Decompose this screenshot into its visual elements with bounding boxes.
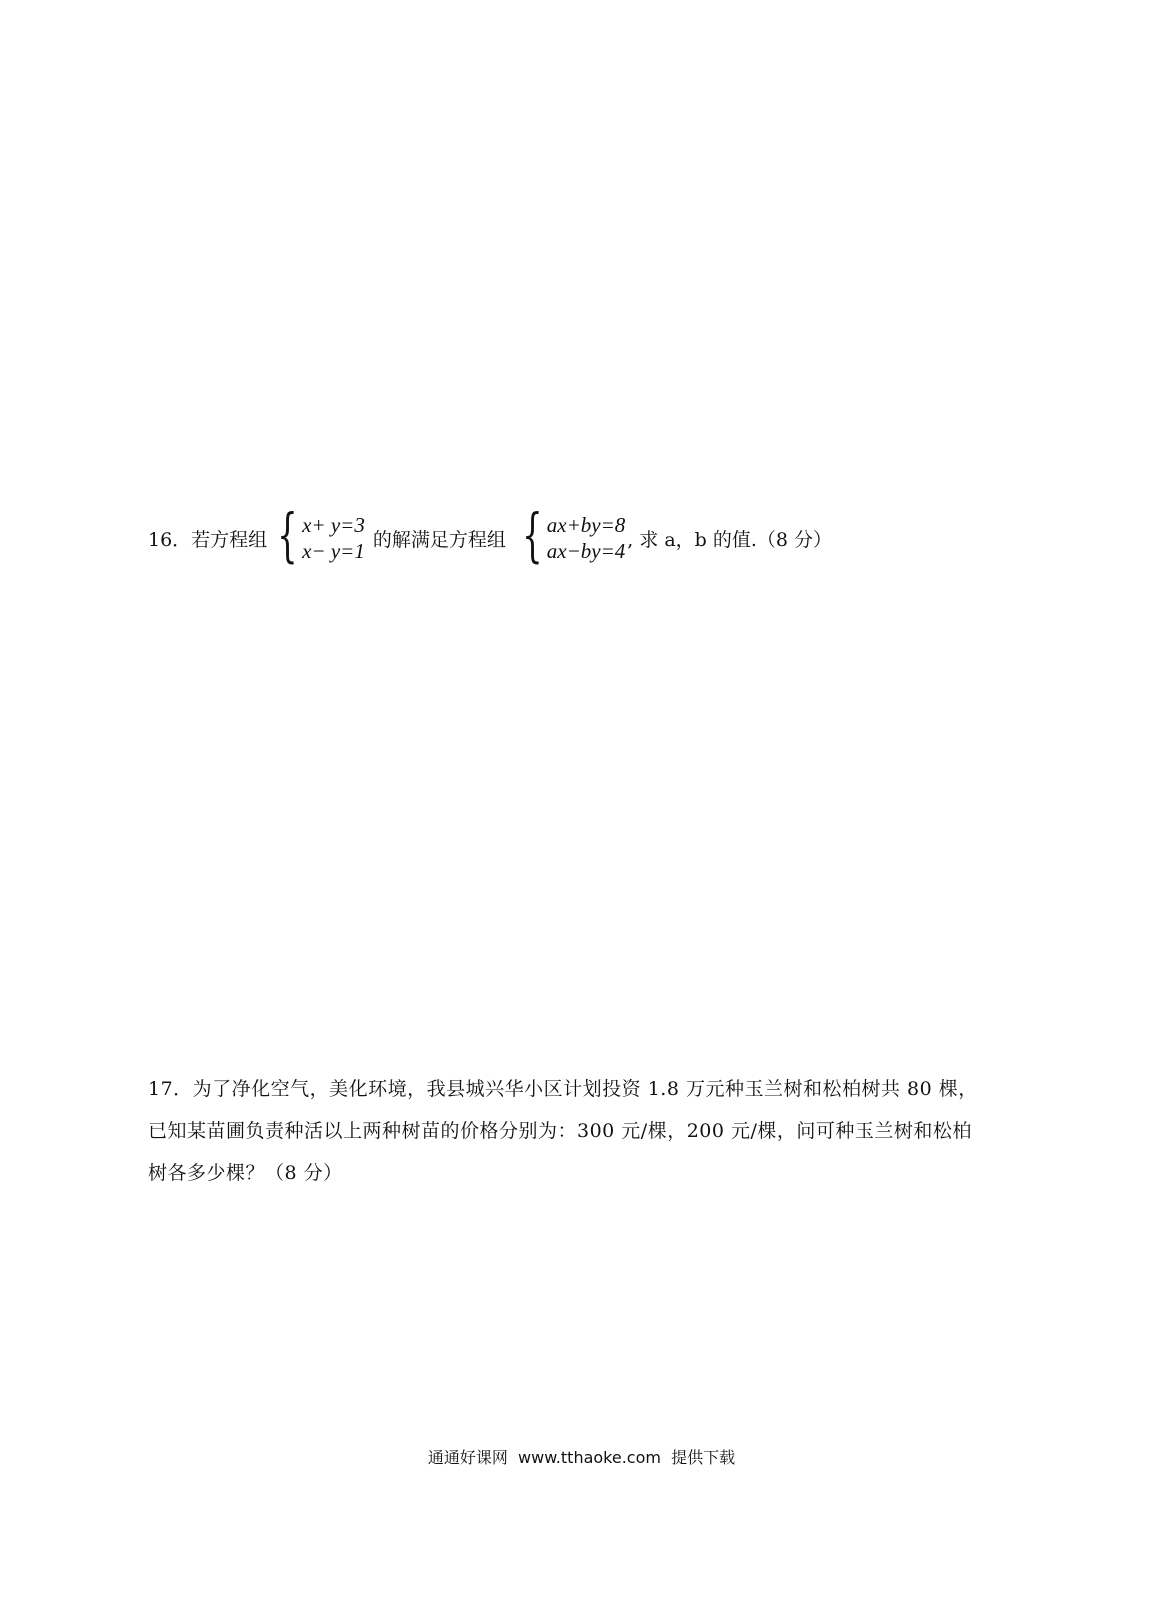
system1-equation-1: x+ y=3: [302, 513, 365, 537]
system2-equation-1: ax+by=8: [546, 513, 626, 537]
left-brace-icon: {: [277, 501, 298, 569]
question-17-line: 17．为了净化空气，美化环境，我县城兴华小区计划投资 1.8 万元种玉兰树和松柏树共 80 棵，: [148, 1078, 978, 1100]
equation-system-1: [269, 501, 365, 569]
question-17-line: 树各多少棵？（8 分）: [148, 1162, 343, 1184]
question-17: [148, 1068, 1028, 1194]
system1-equation-2: x− y=1: [302, 539, 365, 563]
page-footer: 通通好课网 www.tthaoke.com 提供下载: [427, 1448, 736, 1467]
equation-system-2: [514, 501, 626, 569]
left-brace-icon: {: [522, 501, 543, 569]
question-16-middle: 的解满足方程组: [372, 528, 506, 551]
question-17-line: 已知某苗圃负责种活以上两种树苗的价格分别为：300 元/棵，200 元/棵，问可种玉兰树和松柏: [148, 1120, 972, 1142]
system2-equation-2: ax−by=4: [546, 539, 626, 563]
question-16: [148, 501, 833, 569]
question-16-suffix: , 求 a，b 的值.（8 分）: [627, 528, 833, 551]
question-16-prefix: 16．若方程组: [148, 528, 268, 551]
